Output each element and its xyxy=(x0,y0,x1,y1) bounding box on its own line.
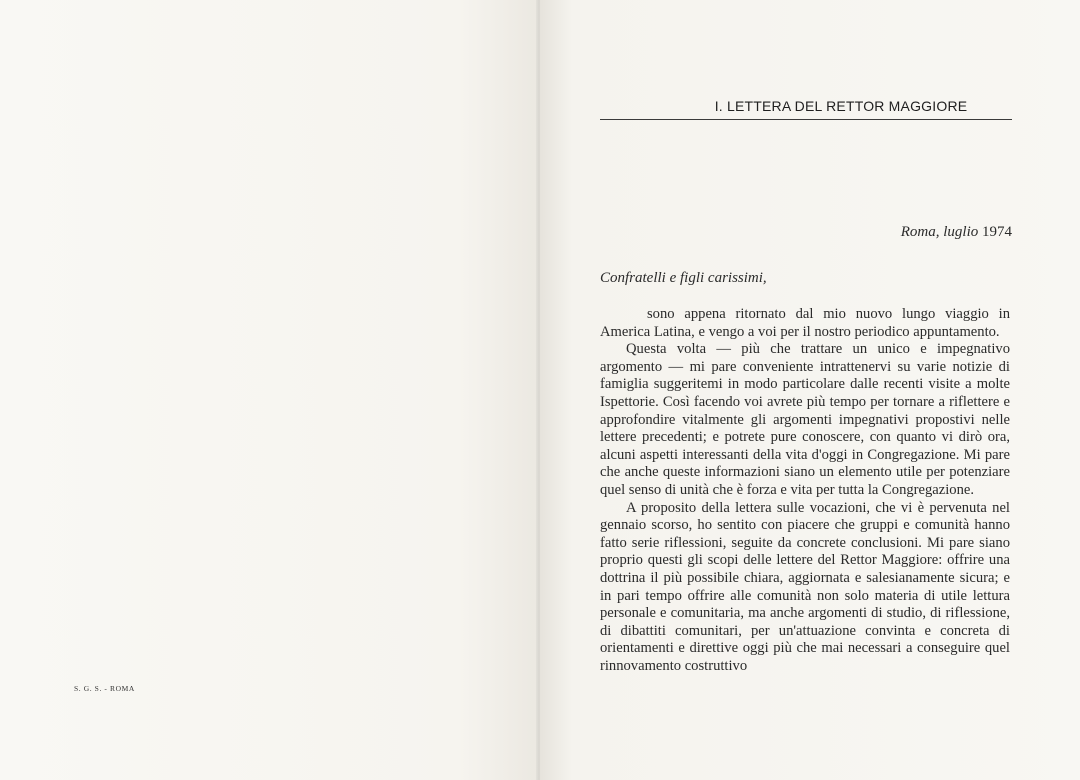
dateline-place: Roma, luglio xyxy=(900,224,979,240)
chapter-header xyxy=(600,98,1012,116)
salutation: Confratelli e figli carissimi, xyxy=(600,270,767,286)
paragraph: sono appena ritornato dal mio nuovo lungo viaggio in America Latina, e vengo a voi per il nostro periodico appuntamento. xyxy=(600,306,1010,340)
printer-imprint: S. G. S. - ROMA xyxy=(74,684,135,693)
dateline xyxy=(600,224,1012,241)
dateline-year: 1974 xyxy=(982,224,1012,240)
chapter-title: I. LETTERA DEL RETTOR MAGGIORE xyxy=(714,98,968,114)
header-rule xyxy=(600,119,1012,120)
letter-body xyxy=(600,306,1010,675)
paragraph: A proposito della lettera sulle vocazioni, che vi è pervenuta nel gennaio scorso, ho sentito con piacere che gruppi e comunità hanno fatto serie riflessioni, seguite da concrete conclusioni. Mi pare siano proprio questi gli scopi delle lettere del Rettor Maggiore: offrire una dottrina il più possibile chiara, aggiornata e salesianamente sicura; e in pari tempo offrire alle comunità non solo materia di utile lettura personale e comunitaria, ma anche argomenti di studio, di riflessione, di dibattiti comunitari, per un'attuazione convinta e concreta di orientamenti e direttive oggi più che mai necessari a conseguire quel rinnovamento costruttivo xyxy=(600,499,1010,674)
paragraph: Questa volta — più che trattare un unico e impegnativo argomento — mi pare conveniente intrattenervi su varie notizie di famiglia suggeritemi in modo particolare dalle recenti visite a molte Ispettorie. Così facendo voi avrete più tempo per tornare a riflettere e approfondire vitalmente gli argomenti impegnativi propostivi nelle lettere precedenti; e potrete pure conoscere, con quanto vi dirò ora, alcuni aspetti interessanti della vita d'oggi in Congregazione. Mi pare che anche queste informazioni siano un elemento utile per potenziare quel senso di unità che è forza e vita per tutta la Congregazione. xyxy=(600,341,1010,498)
